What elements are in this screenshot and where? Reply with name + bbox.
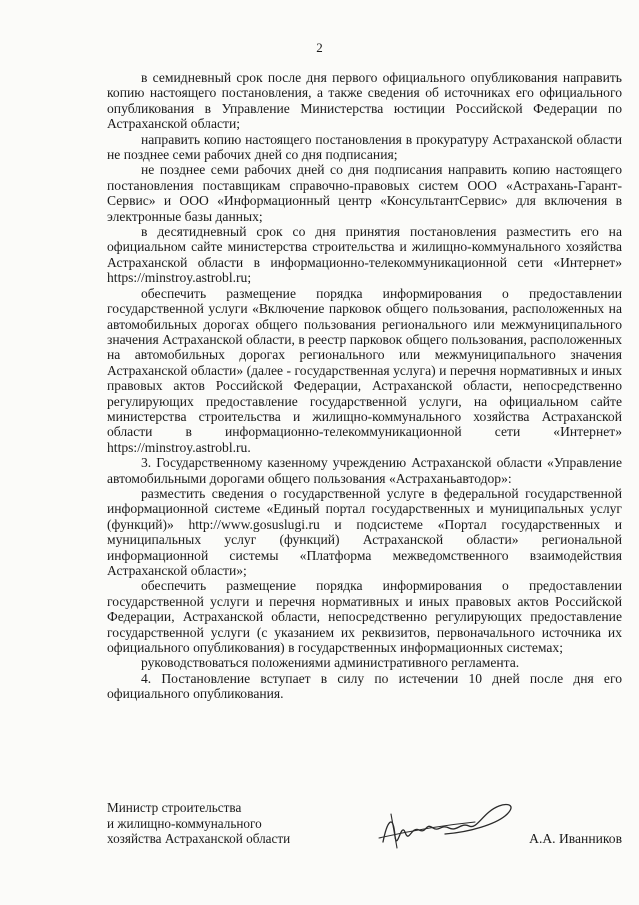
signer-title: Министр строительства и жилищно-коммунального хозяйства Астраханской области: [107, 800, 291, 847]
page-number: 2: [316, 40, 323, 55]
paragraph: 4. Постановление вступает в силу по истечении 10 дней после дня его официального опубликования.: [107, 670, 622, 702]
paragraph: руководствоваться положениями административного регламента.: [141, 655, 520, 671]
paragraph: 3. Государственному казенному учреждению Астраханской области «Управление автомобильными дорогами общего пользования «Астраханьавтодор»:: [107, 455, 622, 486]
paragraph: в семидневный срок после дня первого официального опубликования направить копию настоящего постановления, а также сведения об источниках его официального опубликования в Управление Министерства юстиции Российской Федерации по Астраханской области;: [107, 70, 622, 132]
handwritten-signature: [375, 792, 525, 856]
paragraph: в десятидневный срок со дня принятия постановления разместить его на официальном сайте министерства строительства и жилищно-коммунального хозяйства Астраханской области в информационно-телекоммуникационной сети «Интернет» https://minstroy.astrobl.ru;: [107, 224, 622, 286]
paragraph: не позднее семи рабочих дней со дня подписания направить копию настоящего постановления поставщикам справочно-правовых систем ООО «Астрахань-Гарант-Сервис» и ООО «Информационный центр «КонсультантСервис» для включения в электронные базы данных;: [107, 162, 622, 224]
signer-name: А.А. Иванников: [529, 831, 622, 846]
signature-block: [107, 800, 622, 860]
paragraph: направить копию настоящего постановления в прокуратуру Астраханской области не позднее семи рабочих дней со дня подписания;: [107, 131, 622, 163]
document-body: [107, 70, 622, 702]
paragraph: разместить сведения о государственной услуге в федеральной государственной информационной системе «Единый портал государственных и муниципальных услуг (функций)» http://www.gosuslugi.ru и подсистеме «Портал государственных и муниципальных услуг (функций) Астраханской области» региональной информационной системы «Платформа межведомственного взаимодействия Астраханской области»;: [107, 485, 622, 578]
paragraph: обеспечить размещение порядка информирования о предоставлении государственной услуги и перечня нормативных и иных правовых актов Российской Федерации, Астраханской области, непосредственно регулирующих предоставление государственной услуги (с указанием их реквизитов, первоначального источника их официального опубликования) в государственных информационных системах;: [107, 578, 622, 656]
paragraph: обеспечить размещение порядка информирования о предоставлении государственной услуги «Включение парковок общего пользования, расположенных на автомобильных дорогах общего пользования регионального или межмуниципального значения Астраханской области, в реестр парковок общего пользования, расположенных на автомобильных дорогах регионального или межмуниципального значения Астраханской области» (далее - государственная услуга) и перечня нормативных и иных правовых актов Российской Федерации, Астраханской области, непосредственно регулирующих предоставление государственной услуги, на официальном сайте министерства строительства и жилищно-коммунального хозяйства Астраханской области в информационно-телекоммуникационной сети «Интернет» https://minstroy.astrobl.ru.: [107, 285, 622, 455]
